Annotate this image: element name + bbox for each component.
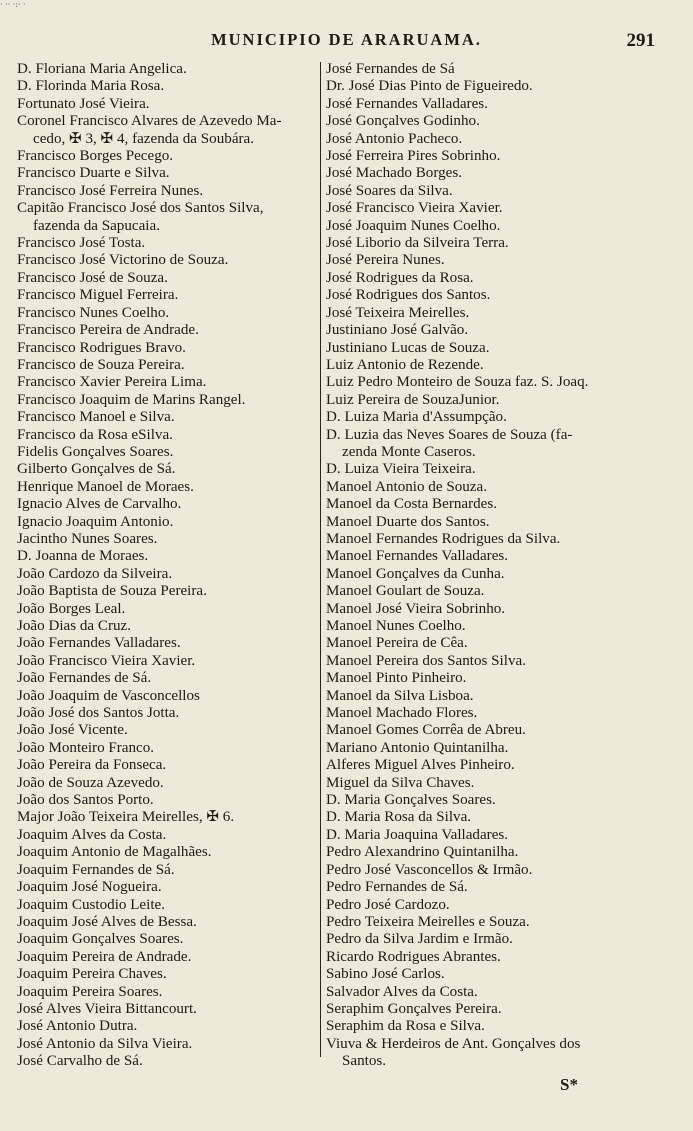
list-item: Manoel Pereira de Cêa. — [326, 635, 468, 652]
list-item: Manoel Pinto Pinheiro. — [326, 670, 467, 687]
list-item: Francisco José Victorino de Souza. — [17, 252, 229, 269]
list-item: Ignacio Alves de Carvalho. — [17, 496, 182, 513]
list-item: José Rodrigues dos Santos. — [326, 287, 491, 304]
list-item: Gilberto Gonçalves de Sá. — [17, 461, 176, 478]
list-item: João Fernandes Valladares. — [17, 635, 181, 652]
list-item: Manoel Goulart de Souza. — [326, 583, 485, 600]
list-item: Joaquim José Nogueira. — [17, 879, 162, 896]
list-item: Manoel da Costa Bernardes. — [326, 496, 498, 513]
list-item: Joaquim José Alves de Bessa. — [17, 913, 197, 930]
list-item: Manoel Nunes Coelho. — [326, 618, 466, 634]
left-column-list — [17, 61, 315, 1071]
list-item: Francisco Manoel e Silva. — [17, 409, 175, 426]
list-item: Pedro Fernandes de Sá. — [326, 879, 468, 896]
list-item: João Cardozo da Silveira. — [17, 565, 173, 582]
list-item: José Teixeira Meirelles. — [326, 304, 470, 321]
list-item: Joaquim Antonio de Magalhães. — [17, 844, 212, 861]
list-item: Sabino José Carlos. — [326, 966, 445, 983]
list-item: Santos. — [342, 1053, 387, 1070]
list-item: José Alves Vieira Bittancourt. — [17, 1000, 197, 1017]
list-item: José Liborio da Silveira Terra. — [326, 235, 509, 252]
list-item: João José Vicente. — [17, 722, 128, 739]
list-item: José Carvalho de Sá. — [17, 1053, 143, 1070]
list-item: José Soares da Silva. — [326, 182, 453, 199]
list-item: Francisco José de Souza. — [17, 269, 168, 286]
list-item: D. Maria Gonçalves Soares. — [326, 792, 496, 809]
list-item: D. Maria Joaquina Valladares. — [326, 826, 509, 843]
list-item: Manoel Gomes Corrêa de Abreu. — [326, 722, 526, 739]
list-item: zenda Monte Caseros. — [342, 443, 476, 460]
list-item: Justiniano José Galvão. — [326, 322, 469, 339]
list-item: Pedro Teixeira Meirelles e Souza. — [326, 913, 530, 930]
list-item: Luiz Pereira de SouzaJunior. — [326, 391, 500, 408]
list-item: José Francisco Vieira Xavier. — [326, 200, 503, 217]
list-item: José Pereira Nunes. — [326, 252, 445, 269]
list-item: Fortunato José Vieira. — [17, 95, 150, 112]
list-item: Mariano Antonio Quintanilha. — [326, 739, 509, 756]
list-item: Viuva & Herdeiros de Ant. Gonçalves dos — [326, 1035, 581, 1052]
list-item: José Fernandes Valladares. — [326, 95, 488, 112]
list-item: João de Souza Azevedo. — [17, 774, 164, 791]
list-item: José Gonçalves Godinho. — [326, 113, 480, 130]
list-item: Francisco Xavier Pereira Lima. — [17, 374, 207, 391]
list-item: Manoel Duarte dos Santos. — [326, 513, 490, 530]
list-item: Francisco José Tosta. — [17, 235, 146, 252]
list-item: Francisco Joaquim de Marins Rangel. — [17, 391, 246, 408]
list-item: Dr. José Dias Pinto de Figueiredo. — [326, 78, 533, 95]
list-item: José Ferreira Pires Sobrinho. — [326, 148, 501, 165]
list-item: Ricardo Rodrigues Abrantes. — [326, 948, 501, 965]
list-item: Francisco Miguel Ferreira. — [17, 287, 179, 304]
list-item: Manoel Fernandes Rodrigues da Silva. — [326, 530, 561, 547]
list-item: D. Luiza Vieira Teixeira. — [326, 461, 476, 478]
list-item: Miguel da Silva Chaves. — [326, 774, 475, 791]
list-item: Manoel Machado Flores. — [326, 705, 478, 722]
list-item: Francisco da Rosa eSilva. — [17, 426, 173, 443]
list-item: Pedro da Silva Jardim e Irmão. — [326, 931, 513, 948]
list-item: Francisco Borges Pecego. — [17, 148, 174, 165]
list-item: Joaquim Pereira Chaves. — [17, 966, 167, 983]
list-item: Manoel da Silva Lisboa. — [326, 687, 474, 704]
list-item: Joaquim Custodio Leite. — [17, 896, 165, 913]
list-item: Justiniano Lucas de Souza. — [326, 339, 490, 356]
list-item: Alferes Miguel Alves Pinheiro. — [326, 757, 515, 774]
list-item: João José dos Santos Jotta. — [17, 705, 180, 722]
list-item: Manoel José Vieira Sobrinho. — [326, 600, 506, 617]
list-item: José Joaquim Nunes Coelho. — [326, 217, 501, 234]
list-item: João Borges Leal. — [17, 600, 126, 617]
list-item: Ignacio Joaquim Antonio. — [17, 513, 174, 530]
list-item: João Fernandes de Sá. — [17, 670, 152, 687]
list-item: Capitão Francisco José dos Santos Silva, — [17, 200, 264, 217]
list-item: Salvador Alves da Costa. — [326, 983, 478, 1000]
list-item: José Machado Borges. — [326, 165, 462, 182]
list-item: Francisco Pereira de Andrade. — [17, 322, 199, 339]
list-item: Major João Teixeira Meirelles, ✠ 6. — [17, 809, 235, 826]
list-item: João Monteiro Franco. — [17, 739, 155, 756]
list-item: Pedro Alexandrino Quintanilha. — [326, 844, 519, 861]
list-item: João Baptista de Souza Pereira. — [17, 583, 207, 600]
list-item: Luiz Antonio de Rezende. — [326, 356, 484, 373]
list-item: José Fernandes de Sá — [326, 61, 455, 77]
list-item: D. Luzia das Neves Soares de Souza (fa- — [326, 426, 573, 443]
list-item: Francisco Duarte e Silva. — [17, 165, 170, 182]
list-item: Joaquim Pereira de Andrade. — [17, 948, 192, 965]
list-item: Fidelis Gonçalves Soares. — [17, 443, 174, 460]
list-item: D. Joanna de Moraes. — [17, 548, 149, 565]
list-item: João Francisco Vieira Xavier. — [17, 652, 196, 669]
list-item: Joaquim Gonçalves Soares. — [17, 931, 184, 948]
list-item: Manoel Antonio de Souza. — [326, 478, 487, 495]
list-item: D. Florinda Maria Rosa. — [17, 78, 165, 95]
right-column-list — [326, 61, 670, 1071]
list-item: Manoel Fernandes Valladares. — [326, 548, 509, 565]
list-item: José Antonio Pacheco. — [326, 130, 463, 147]
signature-mark: S* — [560, 1075, 578, 1094]
list-item: D. Luiza Maria d'Assumpção. — [326, 409, 507, 426]
list-item: Luiz Pedro Monteiro de Souza faz. S. Joaq. — [326, 374, 589, 391]
list-item: Manoel Pereira dos Santos Silva. — [326, 652, 526, 669]
list-item: José Antonio da Silva Vieira. — [17, 1035, 193, 1052]
list-item: Francisco Rodrigues Bravo. — [17, 339, 186, 356]
list-item: João Pereira da Fonseca. — [17, 757, 167, 774]
list-item: Joaquim Alves da Costa. — [17, 826, 167, 843]
page-number: 291 — [626, 30, 655, 51]
list-item: Manoel Gonçalves da Cunha. — [326, 565, 505, 582]
list-item: Francisco de Souza Pereira. — [17, 356, 185, 373]
list-item: cedo, ✠ 3, ✠ 4, fazenda da Soubára. — [33, 130, 255, 147]
page-title: MUNICIPIO DE ARARUAMA. — [211, 30, 482, 49]
list-item: Henrique Manoel de Moraes. — [17, 478, 194, 495]
list-item: Francisco José Ferreira Nunes. — [17, 182, 204, 199]
list-item: José Rodrigues da Rosa. — [326, 269, 474, 286]
list-item: D. Floriana Maria Angelica. — [17, 61, 187, 77]
column-divider — [320, 62, 321, 1057]
list-item: Joaquim Fernandes de Sá. — [17, 861, 175, 878]
list-item: Joaquim Pereira Soares. — [17, 983, 163, 1000]
list-item: João Joaquim de Vasconcellos — [17, 687, 200, 704]
list-item: João Dias da Cruz. — [17, 618, 132, 634]
list-item: D. Maria Rosa da Silva. — [326, 809, 472, 826]
list-item: José Antonio Dutra. — [17, 1018, 138, 1035]
print-specks: · ·· ·:· · — [0, 0, 26, 9]
list-item: Seraphim da Rosa e Silva. — [326, 1018, 485, 1035]
list-item: Coronel Francisco Alvares de Azevedo Ma- — [17, 113, 282, 130]
list-item: Seraphim Gonçalves Pereira. — [326, 1000, 502, 1017]
list-item: fazenda da Sapucaia. — [33, 217, 160, 234]
list-item: Jacintho Nunes Soares. — [17, 530, 158, 547]
list-item: Pedro José Cardozo. — [326, 896, 450, 913]
list-item: João dos Santos Porto. — [17, 792, 154, 809]
list-item: Francisco Nunes Coelho. — [17, 304, 170, 321]
list-item: Pedro José Vasconcellos & Irmão. — [326, 861, 533, 878]
